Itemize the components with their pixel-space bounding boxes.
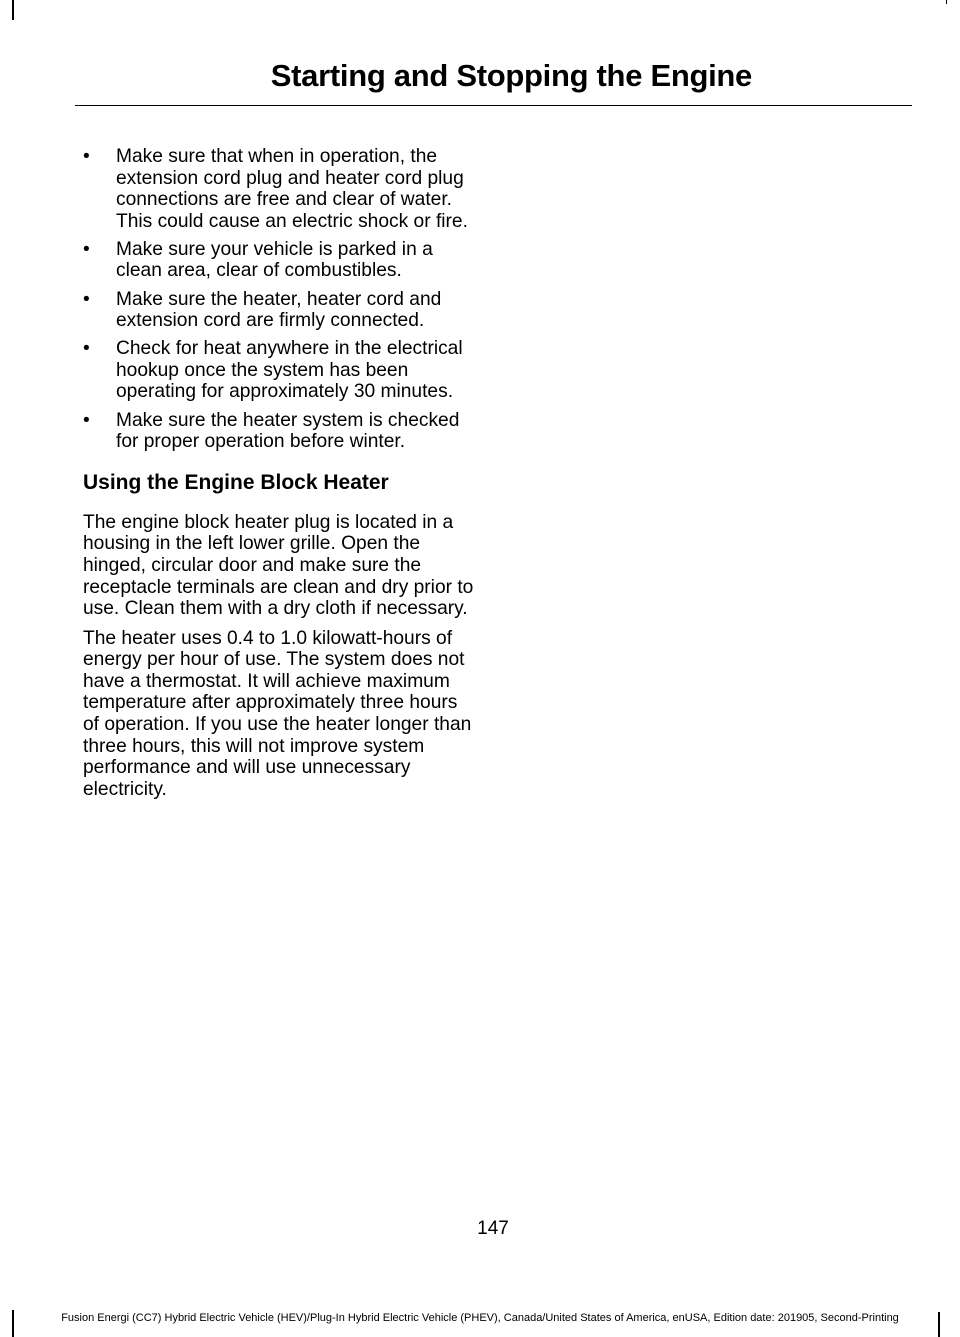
header-rule: [75, 105, 912, 106]
content-column: [83, 146, 478, 808]
bullet-list: [83, 146, 478, 453]
bullet-icon: •: [83, 288, 90, 310]
list-item: [83, 146, 478, 232]
paragraph-plug-location: The engine block heater plug is located in a housing in the left lower grille. Open the hinged, circular door and make sure the receptacle terminals are clean and dry prior to use. Clean them with a dry cloth if necessary.: [83, 511, 474, 620]
crop-mark-top-right: [946, 0, 947, 4]
list-item: [83, 289, 478, 332]
list-item-text: Make sure your vehicle is parked in a clean area, clear of combustibles.: [116, 238, 433, 282]
page-number: 147: [477, 1218, 509, 1239]
list-item-text: Make sure that when in operation, the extension cord plug and heater cord plug connections are free and clear of water. This could cause an electric shock or fire.: [116, 146, 468, 232]
section-heading: Using the Engine Block Heater: [83, 470, 389, 494]
bullet-icon: •: [83, 146, 90, 167]
list-item-text: Check for heat anywhere in the electrical hookup once the system has been operating for approximately 30 minutes.: [116, 338, 463, 403]
list-item: [83, 239, 478, 282]
list-item: [83, 410, 478, 453]
crop-mark-top-left: [12, 0, 14, 20]
list-item-text: Make sure the heater system is checked for proper operation before winter.: [116, 409, 460, 453]
paragraph-energy-usage: The heater uses 0.4 to 1.0 kilowatt-hours of energy per hour of use. The system does not have a thermostat. It will achieve maximum temperature after approximately three hours of operation. If you use the heater longer than three hours, this will not improve system performance and will use unnecessary electricity.: [83, 627, 472, 800]
list-item: [83, 338, 478, 403]
list-item-text: Make sure the heater, heater cord and extension cord are firmly connected.: [116, 288, 442, 332]
footer-edition-info: Fusion Energi (CC7) Hybrid Electric Vehicle (HEV)/Plug-In Hybrid Electric Vehicle (PHEV), Canada/United States of America, enUSA, Edition date: 201905, Second-Printing: [61, 1312, 899, 1324]
page-title: Starting and Stopping the Engine: [270, 58, 752, 93]
bullet-icon: •: [83, 338, 90, 360]
bullet-icon: •: [83, 409, 90, 431]
bullet-icon: •: [83, 238, 90, 260]
